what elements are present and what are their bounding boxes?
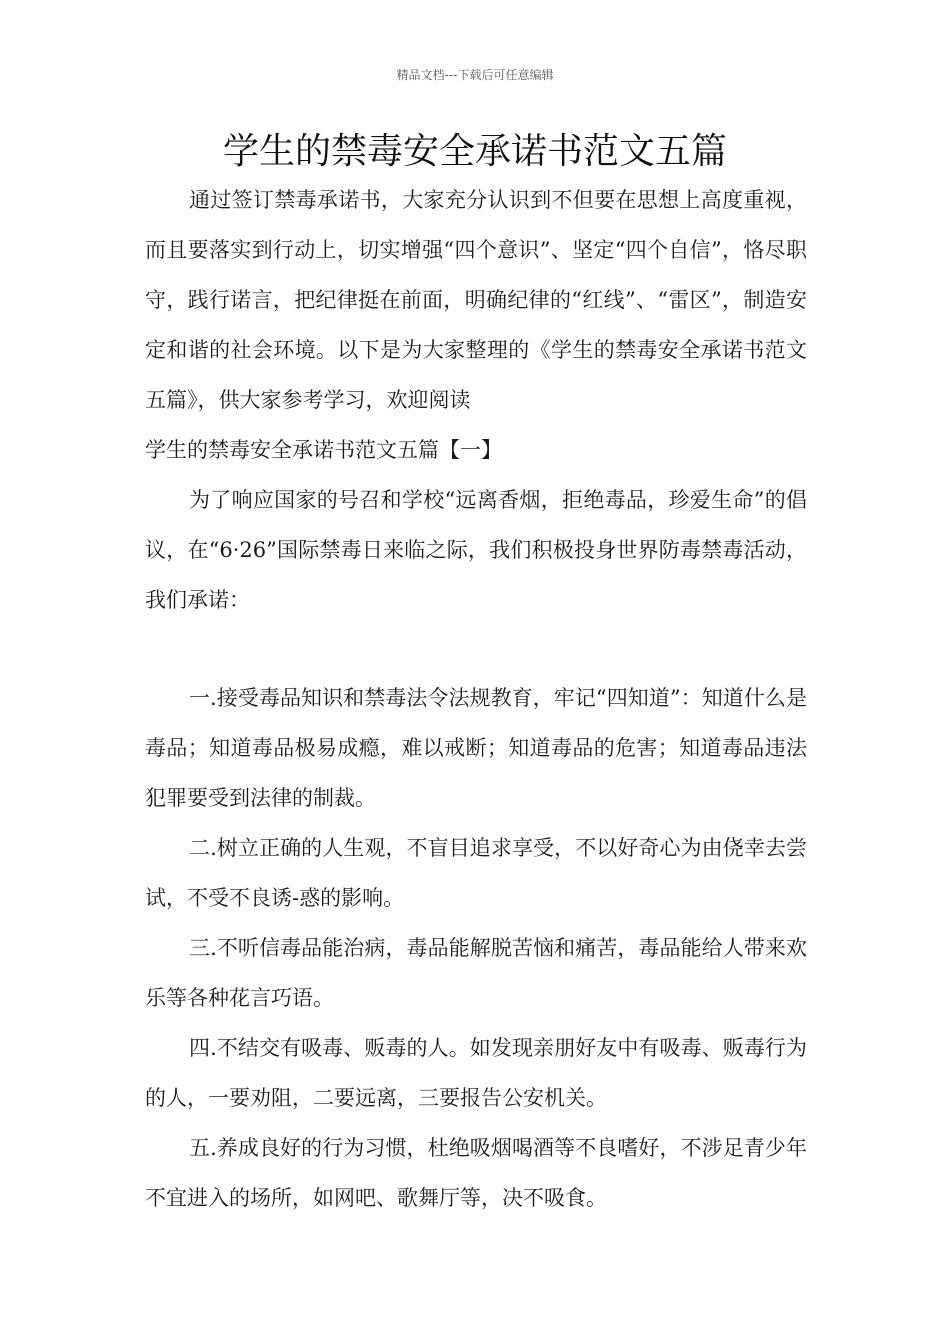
- pledge-item-5: 五.养成良好的行为习惯，杜绝吸烟喝酒等不良嗜好，不涉足青少年不宜进入的场所，如网吧、歌舞厅等，决不吸食。: [145, 1136, 807, 1210]
- pledge-item-2: 二.树立正确的人生观，不盲目追求享受，不以好奇心为由侥幸去尝试，不受不良诱-惑的影响。: [145, 836, 807, 910]
- pledge-item-1: 一.接受毒品知识和禁毒法令法规教育，牢记“四知道”：知道什么是毒品；知道毒品极易成瘾，难以戒断；知道毒品的危害；知道毒品违法犯罪要受到法律的制裁。: [145, 686, 807, 810]
- page-title: 学生的禁毒安全承诺书范文五篇: [222, 131, 727, 172]
- pledge-intro-paragraph: 为了响应国家的号召和学校“远离香烟，拒绝毒品，珍爱生命”的倡议，在“6·26”国际禁毒日来临之际，我们积极投身世界防毒禁毒活动，我们承诺：: [145, 488, 807, 612]
- header-note: 精品文档---下载后可任意编辑: [396, 68, 554, 82]
- intro-paragraph: 通过签订禁毒承诺书，大家充分认识到不但要在思想上高度重视，而且要落实到行动上，切实增强“四个意识”、坚定“四个自信”，恪尽职守，践行诺言，把纪律挺在前面，明确纪律的“红线”、“雷区”，制造安定和谐的社会环境。以下是为大家整理的《学生的禁毒安全承诺书范文五篇》，供大家参考学习，欢迎阅读: [145, 188, 807, 412]
- pledge-item-4: 四.不结交有吸毒、贩毒的人。如发现亲朋好友中有吸毒、贩毒行为的人，一要劝阻，二要远离，三要报告公安机关。: [145, 1036, 807, 1110]
- section-heading: 学生的禁毒安全承诺书范文五篇【一】: [145, 438, 502, 462]
- pledge-item-3: 三.不听信毒品能治病，毒品能解脱苦恼和痛苦，毒品能给人带来欢乐等各种花言巧语。: [145, 936, 807, 1010]
